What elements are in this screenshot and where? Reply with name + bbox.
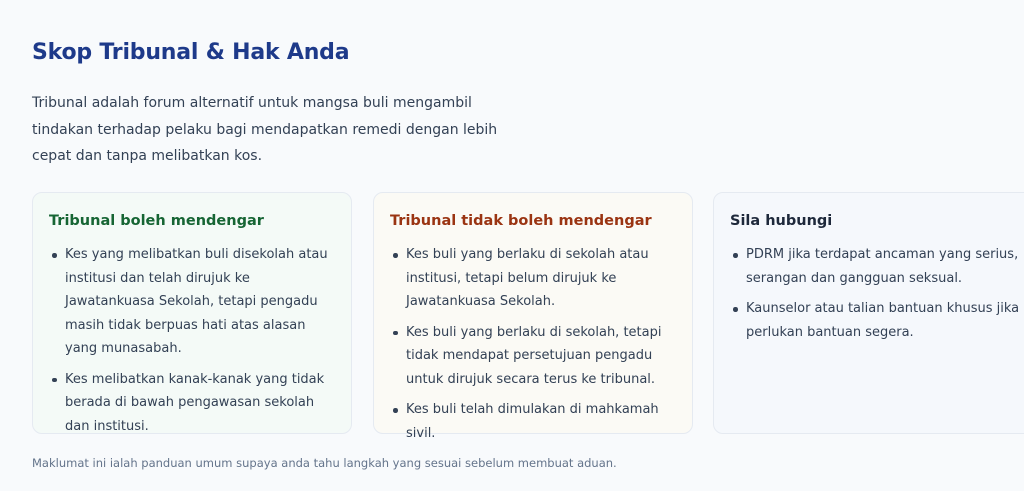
footnote: Maklumat ini ialah panduan umum supaya anda tahu langkah yang sesuai sebelum membuat aduan. <box>32 456 617 470</box>
card-can-hear <box>32 192 352 434</box>
card-can-hear-list <box>49 243 335 438</box>
card-cannot-hear <box>373 192 693 441</box>
intro-paragraph: Tribunal adalah forum alternatif untuk mangsa buli mengambil tindakan terhadap pelaku bagi mendapatkan remedi dengan lebih cepat dan tanpa melibatkan kos. <box>32 95 498 164</box>
card-cannot-hear-heading: Tribunal tidak boleh mendengar <box>390 213 652 229</box>
list-item: Kaunselor atau talian bantuan khusus jika perlukan bantuan segera. <box>730 297 1024 344</box>
page-title: Skop Tribunal & Hak Anda <box>32 40 350 65</box>
card-cannot-hear-list <box>390 243 676 445</box>
list-item: Kes melibatkan kanak-kanak yang tidak berada di bawah pengawasan sekolah dan institusi. <box>49 368 335 439</box>
card-contact-heading: Sila hubungi <box>730 213 833 229</box>
list-item: Kes yang melibatkan buli disekolah atau institusi dan telah dirujuk ke Jawatankuasa Sekolah, tetapi pengadu masih tidak berpuas hati atas alasan yang munasabah. <box>49 243 335 361</box>
list-item: Kes buli telah dimulakan di mahkamah sivil. <box>390 398 676 445</box>
card-can-hear-heading: Tribunal boleh mendengar <box>49 213 264 229</box>
card-contact-list <box>730 243 1024 344</box>
list-item: PDRM jika terdapat ancaman yang serius, serangan dan gangguan seksual. <box>730 243 1024 290</box>
list-item: Kes buli yang berlaku di sekolah atau institusi, tetapi belum dirujuk ke Jawatankuasa Sekolah. <box>390 243 676 314</box>
tribunal-scope-section <box>32 0 1024 491</box>
list-item: Kes buli yang berlaku di sekolah, tetapi tidak mendapat persetujuan pengadu untuk dirujuk secara terus ke tribunal. <box>390 321 676 392</box>
card-contact <box>713 192 1024 434</box>
